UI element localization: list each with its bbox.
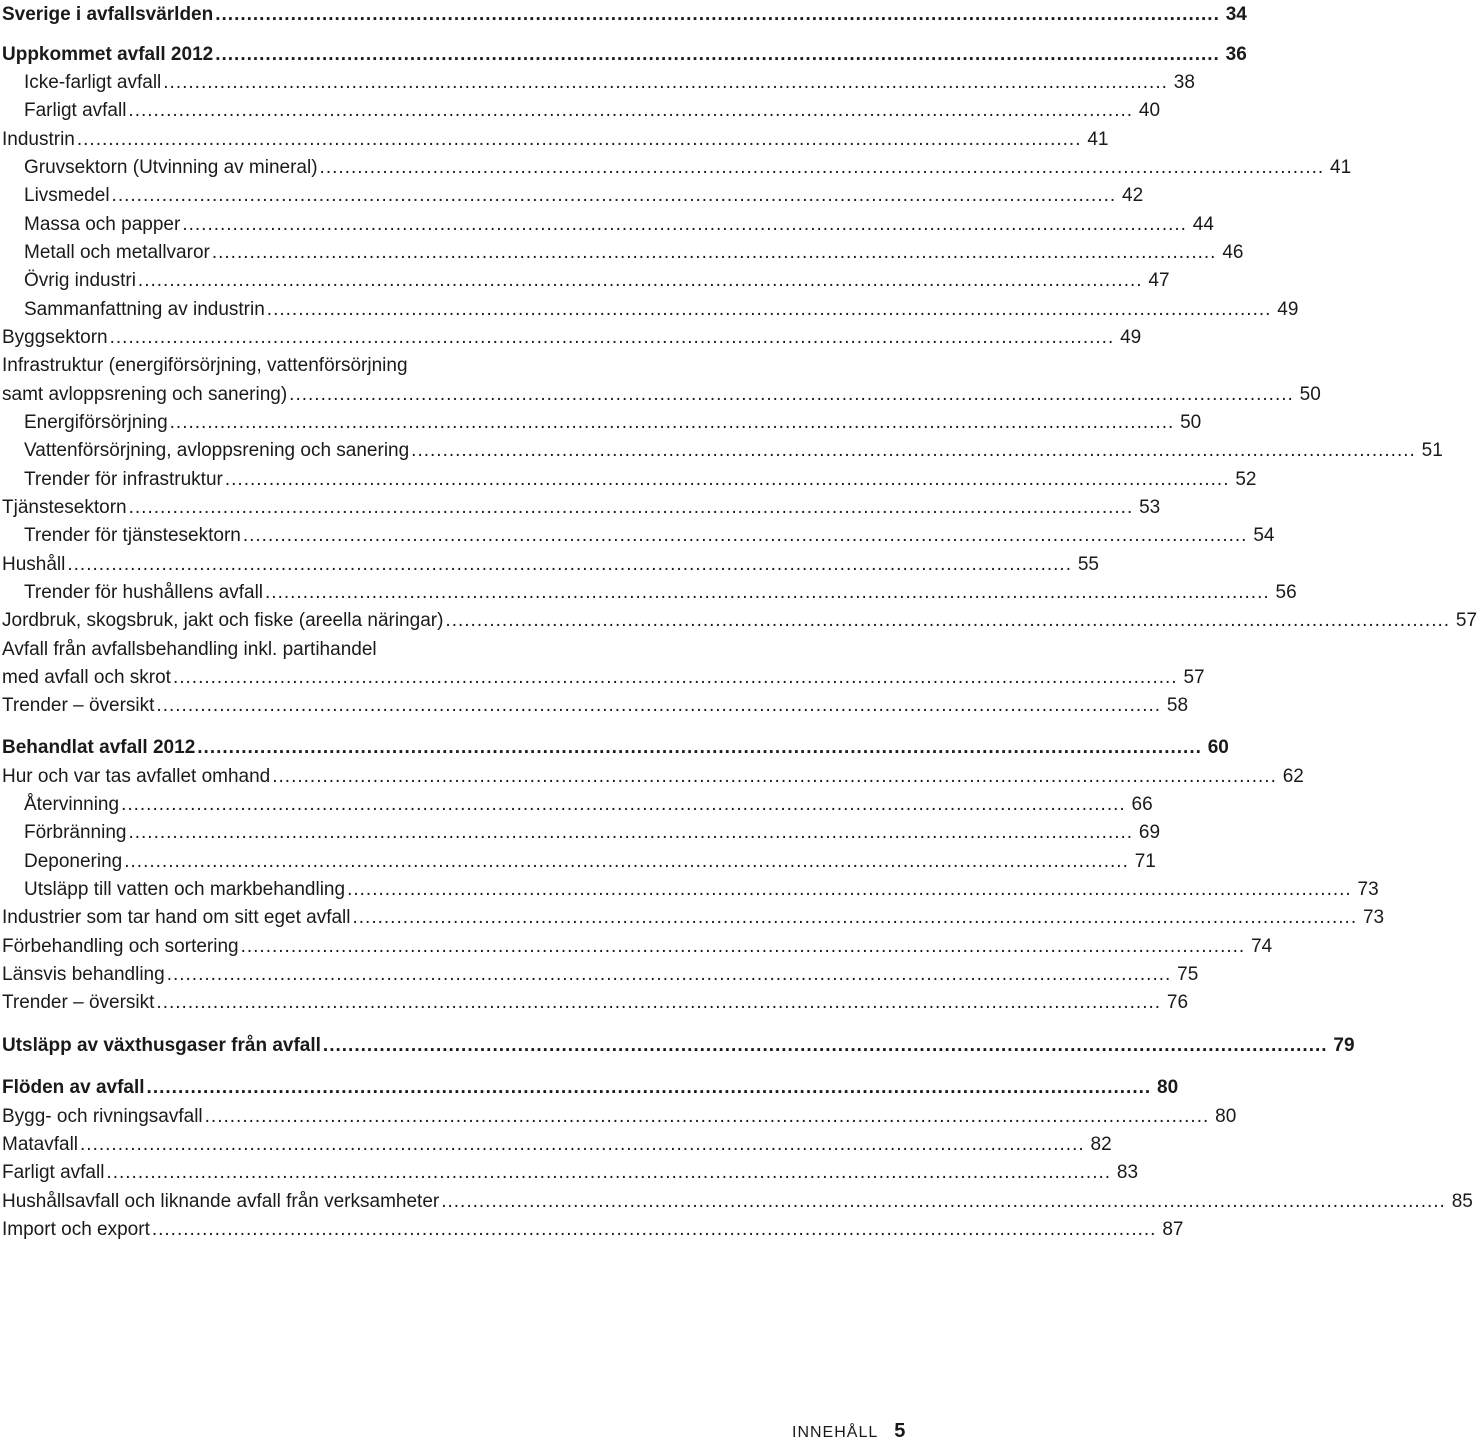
toc-entry[interactable]	[2, 903, 1385, 929]
toc-leader-dots: ................................................................................................................................................................	[80, 1134, 1085, 1155]
toc-entry-title: Metall och metallvaror	[24, 242, 210, 263]
toc-entry-page: 79	[1333, 1035, 1355, 1056]
toc-leader-dots: ................................................................................................................................................................	[124, 851, 1129, 872]
toc-entry-title: Övrig industri	[24, 270, 136, 291]
toc-entry-title: Hushållsavfall och liknande avfall från verksamheter	[2, 1191, 440, 1212]
toc-entry[interactable]	[2, 181, 1144, 207]
toc-entry-title: Behandlat avfall 2012	[2, 737, 196, 758]
toc-entry[interactable]	[2, 323, 1142, 349]
toc-entry[interactable]	[2, 606, 1477, 632]
toc-entry-title: Länsvis behandling	[2, 964, 165, 985]
toc-entry-title: Industrier som tar hand om sitt eget avfall	[2, 907, 351, 928]
toc-leader-dots: ................................................................................................................................................................	[352, 907, 1358, 928]
toc-entry[interactable]	[2, 847, 1156, 873]
toc-entry-title: Uppkommet avfall 2012	[2, 44, 214, 65]
toc-leader-dots: ................................................................................................................................................................	[441, 1191, 1446, 1212]
toc-entry[interactable]	[2, 68, 1195, 94]
toc-entry-page: 87	[1162, 1219, 1184, 1240]
toc-entry-title: Industrin	[2, 129, 75, 150]
toc-entry[interactable]	[2, 153, 1352, 179]
toc-leader-dots: ................................................................................................................................................................	[137, 270, 1143, 291]
toc-leader-dots: ................................................................................................................................................................	[156, 992, 1162, 1013]
toc-entry-page: 49	[1277, 299, 1299, 320]
toc-entry-page: 52	[1235, 469, 1257, 490]
toc-entry[interactable]	[2, 465, 1257, 491]
footer-section-label: INNEHÅLL	[792, 1424, 879, 1441]
toc-leader-dots: ................................................................................................................................................................	[182, 214, 1187, 235]
toc-leader-dots: ................................................................................................................................................................	[322, 1035, 1328, 1056]
toc-leader-dots: ................................................................................................................................................................	[272, 766, 1277, 787]
toc-entry-title: Jordbruk, skogsbruk, jakt och fiske (areella näringar)	[2, 610, 444, 631]
toc-entry[interactable]	[2, 96, 1161, 122]
toc-entry-title: Infrastruktur (energiförsörjning, vattenförsörjning	[2, 355, 408, 376]
toc-entry[interactable]	[2, 238, 1244, 264]
toc-entry-title: Sammanfattning av industrin	[24, 299, 265, 320]
toc-entry-page: 69	[1138, 822, 1161, 843]
toc-entry-title: Massa och papper	[24, 214, 181, 235]
footer-page-number: 5	[894, 1420, 906, 1442]
toc-entry-page: 46	[1222, 242, 1244, 263]
toc-entry-page: 75	[1177, 964, 1199, 985]
toc-entry-page: 71	[1134, 851, 1156, 872]
toc-entry[interactable]	[2, 1158, 1139, 1184]
toc-entry-page: 83	[1116, 1162, 1139, 1183]
toc-leader-dots: ................................................................................................................................................................	[166, 964, 1172, 985]
toc-entry-page: 44	[1192, 214, 1214, 235]
page-footer	[792, 1420, 905, 1443]
toc-entry-page: 41	[1087, 129, 1109, 150]
toc-leader-dots: ................................................................................................................................................................	[215, 4, 1220, 25]
toc-leader-dots: ................................................................................................................................................................	[169, 412, 1175, 433]
toc-leader-dots: ................................................................................................................................................................	[109, 327, 1115, 348]
toc-entry-title: Utsläpp till vatten och markbehandling	[24, 879, 346, 900]
toc-entry-page: 38	[1173, 72, 1195, 93]
toc-entry-title: Utsläpp av växthusgaser från avfall	[2, 1035, 321, 1056]
toc-entry[interactable]	[2, 40, 1247, 66]
toc-entry[interactable]	[2, 1130, 1112, 1156]
toc-entry-title: Trender för hushållens avfall	[24, 582, 264, 603]
toc-entry-page: 50	[1180, 412, 1202, 433]
toc-entry-page: 66	[1131, 794, 1153, 815]
toc-entry[interactable]	[2, 790, 1153, 816]
toc-entry-title: Trender – översikt	[2, 992, 155, 1013]
toc-entry-title: Trender för tjänstesektorn	[24, 525, 241, 546]
toc-entry[interactable]	[2, 875, 1379, 901]
toc-entry-title: Energiförsörjning	[24, 412, 168, 433]
toc-entry[interactable]	[2, 1187, 1473, 1213]
toc-entry-title: Återvinning	[24, 794, 120, 815]
toc-entry-page: 57	[1455, 610, 1477, 631]
toc-entry-page: 73	[1362, 907, 1385, 928]
toc-entry-page: 56	[1275, 582, 1297, 603]
toc-entry[interactable]	[2, 1073, 1179, 1099]
toc-entry-page: 54	[1253, 525, 1275, 546]
toc-entry[interactable]	[2, 1031, 1355, 1057]
toc-leader-dots: ................................................................................................................................................................	[445, 610, 1451, 631]
toc-leader-dots: ................................................................................................................................................................	[151, 1219, 1157, 1240]
toc-entry[interactable]	[2, 578, 1297, 604]
toc-leader-dots: ................................................................................................................................................................	[319, 157, 1325, 178]
toc-entry[interactable]	[2, 0, 1247, 26]
toc-leader-dots: ................................................................................................................................................................	[156, 695, 1162, 716]
toc-entry[interactable]	[2, 1102, 1237, 1128]
toc-entry-title: Hur och var tas avfallet omhand	[2, 766, 271, 787]
toc-leader-dots: ................................................................................................................................................................	[240, 936, 1246, 957]
toc-leader-dots: ................................................................................................................................................................	[215, 44, 1220, 65]
toc-leader-dots: ................................................................................................................................................................	[106, 1162, 1112, 1183]
toc-entry[interactable]	[2, 351, 682, 377]
toc-entry-title: Bygg- och rivningsavfall	[2, 1106, 203, 1127]
toc-leader-dots: ................................................................................................................................................................	[224, 469, 1230, 490]
toc-entry-page: 55	[1077, 554, 1099, 575]
toc-entry-page: 62	[1282, 766, 1304, 787]
toc-entry-page: 40	[1138, 100, 1161, 121]
toc-entry[interactable]	[2, 521, 1275, 547]
toc-leader-dots: ................................................................................................................................................................	[204, 1106, 1210, 1127]
toc-entry[interactable]	[2, 266, 1170, 292]
toc-entry-title: Import och export	[2, 1219, 150, 1240]
toc-entry-title: Flöden av avfall	[2, 1077, 145, 1098]
toc-leader-dots: ................................................................................................................................................................	[211, 242, 1217, 263]
toc-entry-page: 73	[1357, 879, 1379, 900]
toc-entry-title: Förbränning	[24, 822, 127, 843]
toc-entry[interactable]	[2, 635, 682, 661]
toc-entry-title: Farligt avfall	[24, 100, 127, 121]
toc-entry-title: Hushåll	[2, 554, 66, 575]
toc-leader-dots: ................................................................................................................................................................	[163, 72, 1168, 93]
toc-entry-title: Tjänstesektorn	[2, 497, 127, 518]
toc-entry-page: 41	[1330, 157, 1352, 178]
toc-entry[interactable]	[2, 691, 1189, 717]
toc-entry[interactable]	[2, 733, 1229, 759]
toc-entry-page: 76	[1166, 992, 1189, 1013]
toc-entry[interactable]	[2, 932, 1273, 958]
toc-entry[interactable]	[2, 493, 1161, 519]
toc-leader-dots: ................................................................................................................................................................	[121, 794, 1126, 815]
toc-entry[interactable]	[2, 550, 1099, 576]
toc-entry-page: 82	[1090, 1134, 1112, 1155]
toc-entry-title: Icke-farligt avfall	[24, 72, 162, 93]
toc-entry-title: Deponering	[24, 851, 123, 872]
toc-leader-dots: ................................................................................................................................................................	[289, 384, 1294, 405]
toc-leader-dots: ................................................................................................................................................................	[76, 129, 1082, 150]
toc-leader-dots: ................................................................................................................................................................	[347, 879, 1352, 900]
toc-entry-title: Vattenförsörjning, avloppsrening och sanering	[24, 440, 410, 461]
toc-entry-page: 85	[1451, 1191, 1473, 1212]
toc-leader-dots: ................................................................................................................................................................	[67, 554, 1072, 575]
toc-leader-dots: ................................................................................................................................................................	[197, 737, 1202, 758]
toc-entry[interactable]	[2, 295, 1299, 321]
toc-entry-title: med avfall och skrot	[2, 667, 171, 688]
toc-leader-dots: ................................................................................................................................................................	[265, 582, 1270, 603]
toc-entry-title: Byggsektorn	[2, 327, 108, 348]
toc-entry-title: Förbehandling och sortering	[2, 936, 239, 957]
toc-entry-page: 74	[1251, 936, 1273, 957]
toc-entry-page: 57	[1183, 667, 1205, 688]
toc-entry-page: 49	[1120, 327, 1142, 348]
toc-leader-dots: ................................................................................................................................................................	[111, 185, 1117, 206]
toc-entry-page: 47	[1148, 270, 1170, 291]
toc-entry-title: Farligt avfall	[2, 1162, 105, 1183]
toc-entry-page: 80	[1215, 1106, 1237, 1127]
toc-entry[interactable]	[2, 380, 1321, 406]
toc-entry-page: 51	[1421, 440, 1443, 461]
toc-entry-title: Sverige i avfallsvärlden	[2, 4, 214, 25]
toc-entry-page: 42	[1122, 185, 1144, 206]
toc-entry[interactable]	[2, 960, 1199, 986]
toc-entry-page: 80	[1157, 1077, 1179, 1098]
toc-entry-title: Matavfall	[2, 1134, 79, 1155]
toc-leader-dots: ................................................................................................................................................................	[411, 440, 1416, 461]
toc-leader-dots: ................................................................................................................................................................	[146, 1077, 1152, 1098]
toc-entry-page: 50	[1299, 384, 1321, 405]
toc-entry-page: 53	[1139, 497, 1161, 518]
toc-entry[interactable]	[2, 210, 1214, 236]
toc-entry[interactable]	[2, 408, 1202, 434]
toc-entry-title: samt avloppsrening och sanering)	[2, 384, 288, 405]
toc-leader-dots: ................................................................................................................................................................	[266, 299, 1272, 320]
toc-entry-title: Gruvsektorn (Utvinning av mineral)	[24, 157, 318, 178]
toc-leader-dots: ................................................................................................................................................................	[128, 100, 1134, 121]
toc-entry-page: 58	[1166, 695, 1189, 716]
toc-entry-title: Trender för infrastruktur	[24, 469, 223, 490]
toc-entry[interactable]	[2, 988, 1189, 1014]
toc-entry-title: Avfall från avfallsbehandling inkl. partihandel	[2, 639, 377, 660]
toc-entry[interactable]	[2, 762, 1304, 788]
toc-leader-dots: ................................................................................................................................................................	[242, 525, 1248, 546]
toc-entry-page: 36	[1225, 44, 1247, 65]
toc-entry-title: Livsmedel	[24, 185, 110, 206]
toc-entry[interactable]	[2, 125, 1109, 151]
toc-entry[interactable]	[2, 1215, 1184, 1241]
toc-entry-page: 60	[1207, 737, 1229, 758]
toc-leader-dots: ................................................................................................................................................................	[128, 822, 1134, 843]
toc-leader-dots: ................................................................................................................................................................	[172, 667, 1178, 688]
toc-entry[interactable]	[2, 436, 1443, 462]
toc-leader-dots: ................................................................................................................................................................	[128, 497, 1134, 518]
toc-entry[interactable]	[2, 663, 1205, 689]
toc-entry-page: 34	[1225, 4, 1247, 25]
toc-entry[interactable]	[2, 818, 1161, 844]
toc-entry-title: Trender – översikt	[2, 695, 155, 716]
